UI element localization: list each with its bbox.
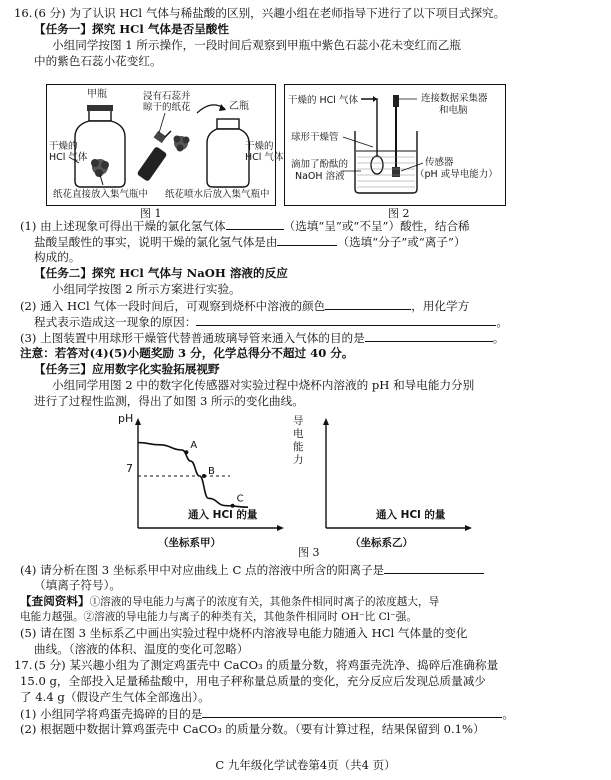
jar-a-label: 甲瓶 [87,89,107,100]
figure-1-caption: 图 1 [140,207,162,220]
q16-1-text-a: (1) 由上述现象可得出干燥的氯化氢气体 [20,219,226,233]
figure-1 [46,84,284,206]
task1-text: 小组同学按图 1 所示操作，一段时间后观察到甲瓶中紫色石蕊小花未变红而乙瓶 [52,38,461,52]
q16-2-text-a: (2) 通入 HCl 气体一段时间后，可观察到烧杯中溶液的颜色 [20,299,326,313]
q17-line2: 15.0 g，全部投入足量稀盐酸中，用电子秤称量总质量的变化，充分反应后发现总质量减少 [20,674,486,688]
answer-blank-6[interactable] [384,562,484,574]
answer-blank-4[interactable] [196,314,496,326]
dry-hcl-label-b-2: HCl 气体 [245,152,284,163]
graph-a-xlabel: 通入 HCl 的量 [188,509,258,521]
page-footer: C 九年级化学试卷第4页（共4 页） [215,758,396,772]
q17-1-line: (1) 小组同学将鸡蛋壳捣碎的目的是 。 [20,707,515,721]
q16-4-line2: （填离子符号）。 [34,578,121,592]
sensor-label: 传感器 [425,157,454,168]
q17-1-text: (1) 小组同学将鸡蛋壳捣碎的目的是 [20,707,203,721]
figure-2 [284,84,506,206]
flower-label: 浸有石蕊并 [143,91,191,102]
reference-line1 [20,594,439,610]
caption-b: 纸花喷水后放入集气瓶中 [165,189,270,200]
q16-4-text: (4) 请分析在图 3 坐标系甲中对应曲线上 C 点的溶液中所含的阳离子是 [20,563,385,577]
point-a [184,450,188,454]
q17-2-line: (2) 根据题中数据计算鸡蛋壳中 CaCO₃ 的质量分数。（要有计算过程，结果保留到 0.1%） [20,722,485,736]
task1-title: 【任务一】探究 HCl 气体是否呈酸性 [34,22,229,36]
reference-title: 【查阅资料】 [20,594,90,608]
figure-2-drawing [285,85,504,204]
gas-label: 干燥的 HCl 气体 [288,95,358,106]
q16-2-line2: 程式表示造成这一现象的原因： 。 [34,315,508,329]
bonus-note: 注意：若答对(4)(5)小题奖励 3 分，化学总得分不超过 40 分。 [20,346,354,360]
dry-hcl-label-a-2: HCl 气体 [49,152,88,163]
reference-line2: 电能力越强。②溶液的导电能力与离子的种类有关，其他条件相同时 OH⁻比 Cl⁻强。 [20,611,417,623]
q16-5-line1: (5) 请在图 3 坐标系乙中画出实验过程中烧杯内溶液导电能力随通入 HCl 气体量的变化 [20,626,468,640]
q16-3-text: (3) 上图装置中用球形干燥管代替普通玻璃导管来通入气体的目的是 [20,331,365,345]
figure-3-caption: 图 3 [298,546,320,559]
solution-label-2: NaOH 溶液 [295,171,345,182]
task2-text: 小组同学按图 2 所示方案进行实验。 [52,282,241,296]
dry-hcl-label-b: 干燥的 [245,141,274,152]
caption-a: 纸花直接放入集气瓶中 [53,189,149,200]
q16-1-text-c: 盐酸呈酸性的事实，说明干燥的氯化氢气体是由 [34,235,278,249]
task1-text-2: 中的紫色石蕊小花变红。 [34,54,162,68]
point-b-label: B [208,466,215,477]
tube-label: 球形干燥管 [291,132,339,143]
q16-1-line3: 构成的。 [34,250,81,264]
solution-label: 滴加了酚酞的 [291,159,349,170]
q16-2-text-c: 程式表示造成这一现象的原因： [34,315,197,329]
graph-b-caption: （坐标系乙） [350,537,413,549]
answer-blank-1[interactable] [226,218,284,230]
q16-1-text-d: （选填“分子”或“离子”） [337,235,466,249]
jar-b-label: 乙瓶 [229,101,249,112]
point-c-label: C [236,493,244,505]
q16-2-line1 [20,298,469,314]
task3-text-2: 进行了过程性监测，得出了如图 3 所示的变化曲线。 [34,394,304,408]
answer-blank-3[interactable] [325,298,411,310]
graph-b-ylabel: 导电能力 [293,415,304,466]
q16-1-line1 [20,218,470,234]
sensor-label-2: （pH 或导电能力） [415,169,498,180]
q17-line1: (5 分) 某兴趣小组为了测定鸡蛋壳中 CaCO₃ 的质量分数，将鸡蛋壳洗净、捣碎后准确称量 [34,658,499,672]
paper-flower-b [174,136,190,152]
reference-text: ①溶液的导电能力与离子的浓度有关，其他条件相同时离子的浓度越大，导 [89,596,440,608]
q17-number: 17. [14,658,33,672]
tick-7: 7 [126,462,133,475]
q16-2-text-b: ，用化学方 [411,299,470,313]
q16-header: (6 分) 为了认识 HCl 气体与稀盐酸的区别，兴趣小组在老师指导下进行了以下项目式探究。 [34,6,506,20]
q16-number: 16. [14,6,33,20]
task2-title: 【任务二】探究 HCl 气体与 NaOH 溶液的反应 [34,266,288,280]
point-a-label: A [190,440,198,452]
collector-label-2: 和电脑 [439,105,468,116]
q16-1-text-b: （选填“呈”或“不呈”）酸性，结合稀 [283,219,470,233]
answer-blank-5[interactable] [365,330,493,342]
dry-hcl-label-a: 干燥的 [49,141,78,152]
q16-3-line: (3) 上图装置中用球形干燥管代替普通玻璃导管来通入气体的目的是 。 [20,331,505,345]
figure-1-drawing [47,85,284,204]
figure-3 [100,410,520,560]
q16-4-line1 [20,562,484,578]
q17-line3: 了 4.4 g（假设产生气体全部逸出）。 [20,690,210,704]
flower-label-2: 晾干的纸花 [143,102,191,113]
figure-2-caption: 图 2 [388,207,410,220]
q16-5-line2: 曲线。（溶液的体积、温度的变化可忽略） [34,642,249,656]
graph-b-xlabel: 通入 HCl 的量 [376,509,446,521]
point-c [231,504,235,508]
q16-1-line2 [34,234,466,250]
spray-bottle [137,131,171,182]
answer-blank-7[interactable] [202,706,502,718]
task3-title: 【任务三】应用数字化实验拓展视野 [34,362,220,376]
answer-blank-2[interactable] [277,234,337,246]
graph-a-ylabel: pH [118,412,134,425]
point-b [202,474,206,478]
task3-text: 小组同学用图 2 中的数字化传感器对实验过程中烧杯内溶液的 pH 和导电能力分别 [52,378,475,392]
graph-a-caption: （坐标系甲） [158,537,221,549]
collector-label: 连接数据采集器 [421,93,488,104]
ph-curve [138,443,248,508]
